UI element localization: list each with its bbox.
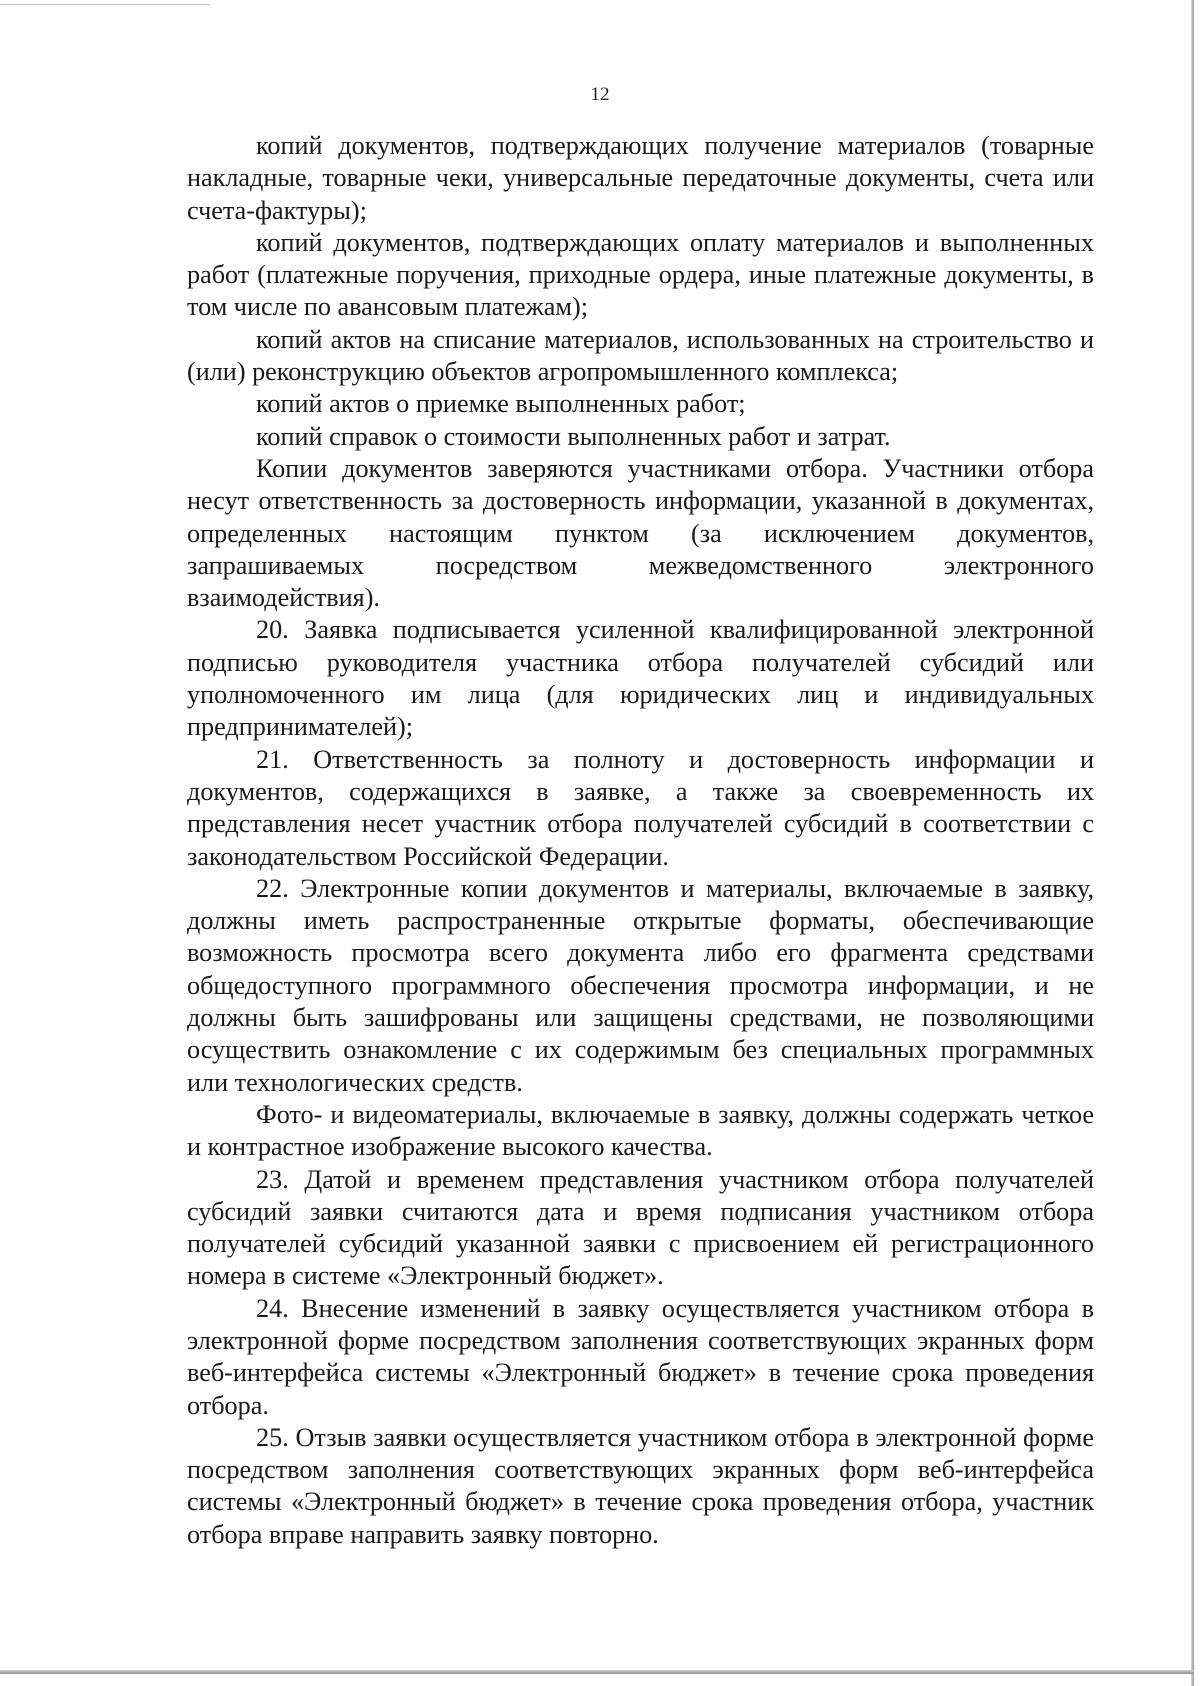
paragraph: Фото- и видеоматериалы, включаемые в заявку, должны содержать четкое и контрастное изображение высокого качества. [187, 1099, 1094, 1162]
paragraph-item-24: 24. Внесение изменений в заявку осуществляется участником отбора в электронной форме посредством заполнения соответствующих экранных форм веб-интерфейса системы «Электронный бюджет» в течение срока проведения отбора. [187, 1293, 1094, 1420]
paragraph-item-20: 20. Заявка подписывается усиленной квалифицированной электронной подписью руководителя участника отбора получателей субсидий или уполномоченного им лица (для юридических лиц и индивидуальных предпринимателей); [187, 615, 1094, 742]
paragraph: Копии документов заверяются участниками отбора. Участники отбора несут ответственность за достоверность информации, указанной в документах, определенных настоящим пунктом (за исключением документов, запрашиваемых посредством межведомственного электронного взаимодействия). [187, 453, 1094, 613]
paragraph: копий справок о стоимости выполненных работ и затрат. [256, 421, 891, 451]
paragraph: копий документов, подтверждающих оплату материалов и выполненных работ (платежные поручения, приходные ордера, иные платежные документы, в том числе по авансовым платежам); [187, 227, 1094, 322]
paragraph-item-22: 22. Электронные копии документов и материалы, включаемые в заявку, должны иметь распространенные открытые форматы, обеспечивающие возможность просмотра всего документа либо его фрагмента средствами общедоступного программного обеспечения просмотра информации, и не должны быть зашифрованы или защищены средствами, не позволяющими осуществить ознакомление с их содержимым без специальных программных или технологических средств. [187, 873, 1094, 1097]
page-number: 12 [590, 84, 610, 105]
scan-edge-top [0, 4, 210, 5]
paragraph-item-23: 23. Датой и временем представления участником отбора получателей субсидий заявки считаются дата и время подписания участником отбора получателей субсидий указанной заявки с присвоением ей регистрационного номера в системе «Электронный бюджет». [187, 1164, 1094, 1291]
paragraph: копий актов на списание материалов, использованных на строительство и (или) реконструкцию объектов агропромышленного комплекса; [187, 324, 1094, 387]
scan-edge-right [1191, 0, 1194, 1686]
paragraph: копий документов, подтверждающих получение материалов (товарные накладные, товарные чеки, универсальные передаточные документы, счета или счета-фактуры); [187, 131, 1094, 225]
paragraph-item-21: 21. Ответственность за полноту и достоверность информации и документов, содержащихся в заявке, а также за своевременность их представления несет участник отбора получателей субсидий в соответствии с законодательством Российской Федерации. [187, 744, 1094, 871]
paragraph: копий актов о приемке выполненных работ; [256, 389, 746, 419]
document-body [187, 130, 1094, 1551]
scan-edge-bottom [0, 1670, 1194, 1674]
paragraph-item-25: 25. Отзыв заявки осуществляется участником отбора в электронной форме посредством заполнения соответствующих экранных форм веб-интерфейса системы «Электронный бюджет» в течение срока проведения отбора, участник отбора вправе направить заявку повторно. [187, 1422, 1094, 1549]
